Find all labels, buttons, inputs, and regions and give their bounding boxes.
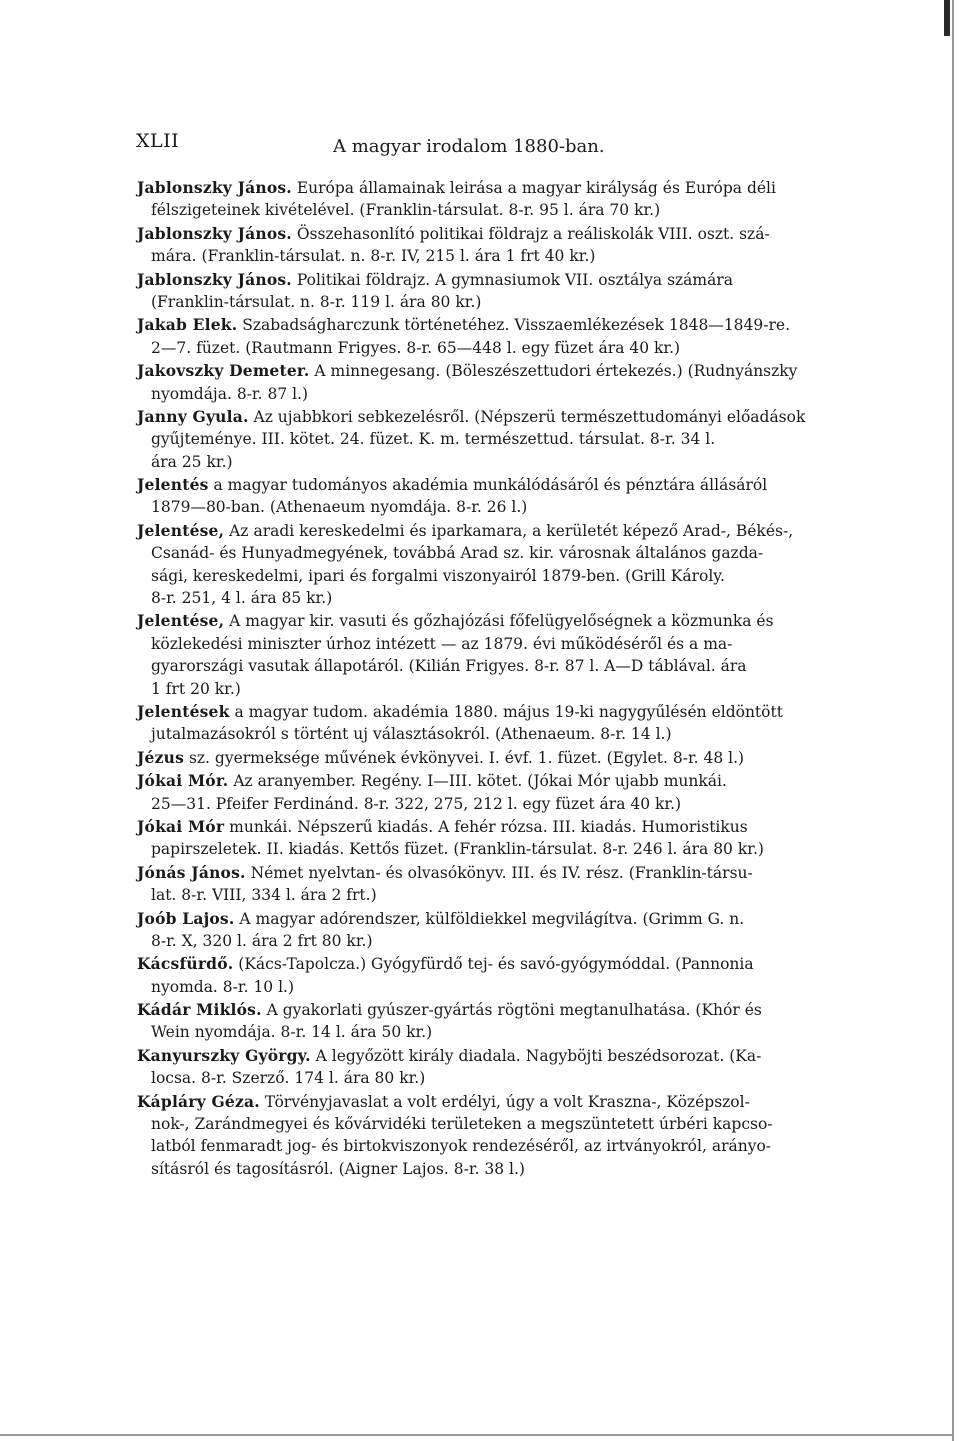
entry-first-line (137, 999, 813, 1021)
bibliography-entry (137, 953, 813, 998)
page-number: XLII (136, 130, 180, 152)
entry-first-line (137, 314, 813, 336)
entry-first-line (137, 747, 813, 769)
entry-text: Európa államainak leirása a magyar királyság és Európa déli (296, 179, 776, 197)
entry-text: Az aradi kereskedelmi és iparkamara, a kerületét képező Arad-, Békés-, (229, 521, 794, 540)
entry-text: Szabadságharczunk történetéhez. Visszaemlékezések 1848—1849-re. (242, 316, 791, 335)
entry-first-line (137, 953, 813, 975)
entry-continuation-line (137, 678, 813, 700)
bibliography-entry (137, 177, 813, 222)
bibliography-entry (137, 747, 813, 769)
bibliography-entry (137, 610, 813, 700)
entry-text: 8-r. X, 320 l. ára 2 frt 80 kr.) (151, 931, 373, 950)
entry-text: sításról és tagosításról. (Aigner Lajos. 8-r. 38 l.) (151, 1159, 525, 1178)
entry-text: munkái. Népszerű kiadás. A fehér rózsa. III. kiadás. Humoristikus (229, 817, 748, 836)
entry-headword: Jelentése, (137, 520, 225, 540)
entry-headword: Kádár Miklós. (137, 1000, 262, 1020)
entry-text: papirszeletek. II. kiadás. Kettős füzet. (Franklin-társulat. 8-r. 246 l. ára 80 kr.) (151, 840, 764, 859)
entry-headword: Jézus (137, 747, 184, 767)
entry-headword: Jelentése, (137, 611, 225, 631)
entry-continuation-line (137, 1158, 813, 1180)
bibliography-entry (137, 999, 813, 1044)
entry-headword: Kanyurszky György. (137, 1045, 311, 1065)
entry-text: félszigeteinek kivételével. (Franklin-társulat. 8-r. 95 l. ára 70 kr.) (151, 201, 661, 220)
entry-text: gyűjteménye. III. kötet. 24. füzet. K. m. természettud. társulat. 8-r. 34 l. (151, 430, 716, 449)
entry-text: Az aranyember. Regény. I—III. kötet. (Jókai Mór ujabb munkái. (233, 772, 727, 791)
entry-first-line (137, 474, 813, 496)
entry-continuation-line (137, 838, 813, 860)
entry-headword: Jókai Mór. (137, 771, 229, 791)
entry-text: jutalmazásokról s történt uj választásokról. (Athenaeum. 8-r. 14 l.) (151, 725, 672, 744)
entry-text: latból fenmaradt jog- és birtokviszonyok rendezéséről, az irtványokról, arányo- (151, 1137, 772, 1156)
entry-first-line (137, 520, 813, 542)
entry-first-line (137, 360, 813, 382)
entry-continuation-line (137, 723, 813, 745)
bibliography-entry (137, 816, 813, 861)
entry-text: közlekedési miniszter úrhoz intézett — az 1879. évi működéséről és a ma- (151, 634, 733, 653)
entry-continuation-line (137, 199, 813, 221)
entry-continuation-line (137, 976, 813, 998)
entry-text: a magyar tudom. akadémia 1880. május 19-ki nagygyűlésén eldöntött (234, 702, 783, 721)
entry-continuation-line (137, 496, 813, 518)
bibliography-entry (137, 1045, 813, 1090)
entry-first-line (137, 406, 813, 428)
bibliography-entry (137, 223, 813, 268)
entry-text: locsa. 8-r. Szerző. 174 l. ára 80 kr.) (151, 1069, 426, 1088)
bibliography-list (137, 177, 813, 1181)
entry-first-line (137, 816, 813, 838)
entry-text: sági, kereskedelmi, ipari és forgalmi viszonyairól 1879-ben. (Grill Károly. (151, 566, 725, 585)
entry-headword: Jakovszky Demeter. (137, 361, 310, 381)
entry-first-line (137, 610, 813, 632)
entry-text: nyomda. 8-r. 10 l.) (151, 977, 295, 996)
entry-continuation-line (137, 793, 813, 815)
entry-text: Az ujabbkori sebkezelésről. (Népszerü természettudományi előadások (253, 407, 806, 426)
entry-continuation-line (137, 1113, 813, 1135)
entry-continuation-line (137, 1067, 813, 1089)
entry-text: sz. gyermeksége művének évkönyvei. I. évf. 1. füzet. (Egylet. 8-r. 48 l.) (188, 748, 745, 767)
bibliography-entry (137, 314, 813, 359)
bibliography-entry (137, 701, 813, 746)
entry-continuation-line (137, 655, 813, 677)
entry-first-line (137, 701, 813, 723)
bibliography-entry (137, 862, 813, 907)
entry-first-line (137, 223, 813, 245)
entry-headword: Janny Gyula. (137, 406, 249, 426)
entry-continuation-line (137, 428, 813, 450)
entry-text: A magyar adórendszer, külföldiekkel megvilágítva. (Grimm G. n. (239, 909, 745, 928)
entry-headword: Jókai Mór (137, 816, 225, 836)
entry-text: gyarországi vasutak állapotáról. (Kilián Frigyes. 8-r. 87 l. A—D táblával. ára (151, 657, 747, 676)
entry-text: Összehasonlító politikai földrajz a reáliskolák VIII. oszt. szá- (296, 224, 770, 243)
entry-text: Német nyelvtan- és olvasókönyv. III. és IV. rész. (Franklin-társu- (250, 863, 753, 882)
bibliography-entry (137, 406, 813, 473)
entry-continuation-line (137, 291, 813, 313)
entry-text: A minnegesang. (Böleszészettudori értekezés.) (Rudnyánszky (314, 362, 798, 381)
entry-headword: Jablonszky János. (137, 178, 292, 197)
entry-continuation-line (137, 383, 813, 405)
bibliography-entry (137, 269, 813, 314)
entry-text: 1879—80-ban. (Athenaeum nyomdája. 8-r. 26 l.) (151, 498, 528, 517)
entry-first-line (137, 269, 813, 291)
entry-first-line (137, 770, 813, 792)
entry-text: A legyőzött király diadala. Nagyböjti beszédsorozat. (Ka- (315, 1046, 762, 1065)
entry-first-line (137, 862, 813, 884)
entry-text: Törvényjavaslat a volt erdélyi, úgy a volt Kraszna-, Középszol- (264, 1092, 750, 1111)
entry-continuation-line (137, 1021, 813, 1043)
entry-text: 25—31. Pfeifer Ferdinánd. 8-r. 322, 275, 212 l. egy füzet ára 40 kr.) (151, 794, 682, 813)
scan-edge-mark (944, 0, 950, 36)
entry-continuation-line (137, 337, 813, 359)
entry-first-line (137, 1091, 813, 1113)
entry-continuation-line (137, 884, 813, 906)
entry-continuation-line (137, 542, 813, 564)
entry-headword: Jablonszky János. (137, 269, 292, 289)
entry-first-line (137, 908, 813, 930)
bibliography-entry (137, 360, 813, 405)
bibliography-entry (137, 474, 813, 519)
entry-text: a magyar tudományos akadémia munkálódásáról és pénztára állásáról (213, 476, 768, 495)
entry-text: (Franklin-társulat. n. 8-r. 119 l. ára 80 kr.) (151, 292, 482, 311)
scan-edge-bottom (0, 1434, 952, 1436)
bibliography-entry (137, 770, 813, 815)
entry-text: Csanád- és Hunyadmegyének, továbbá Arad sz. kir. városnak általános gazda- (151, 544, 764, 563)
entry-text: 1 frt 20 kr.) (151, 679, 241, 698)
entry-headword: Jakab Elek. (137, 315, 238, 335)
entry-text: A magyar kir. vasuti és gőzhajózási főfelügyelőségnek a közmunka és (229, 612, 774, 631)
scan-edge-right (952, 0, 954, 1441)
entry-text: lat. 8-r. VIII, 334 l. ára 2 frt.) (151, 886, 377, 905)
entry-text: Politikai földrajz. A gymnasiumok VII. osztálya számára (296, 270, 734, 289)
entry-text: nyomdája. 8-r. 87 l.) (151, 384, 309, 403)
entry-continuation-line (137, 930, 813, 952)
entry-text: ára 25 kr.) (151, 452, 233, 471)
entry-headword: Jablonszky János. (137, 223, 292, 243)
entry-headword: Jelentések (137, 701, 230, 721)
entry-headword: Kácsfürdő. (137, 954, 234, 974)
entry-continuation-line (137, 565, 813, 587)
bibliography-entry (137, 908, 813, 953)
entry-text: Wein nyomdája. 8-r. 14 l. ára 50 kr.) (151, 1023, 433, 1042)
entry-headword: Jelentés (137, 475, 209, 495)
entry-headword: Kápláry Géza. (137, 1091, 260, 1111)
entry-text: A gyakorlati gyúszer-gyártás rögtöni megtanulhatása. (Khór és (266, 1001, 762, 1020)
entry-continuation-line (137, 451, 813, 473)
entry-continuation-line (137, 245, 813, 267)
entry-text: nok-, Zarándmegyei és kővárvidéki területeken a megszüntetett úrbéri kapcso- (151, 1115, 773, 1134)
entry-text: 2—7. füzet. (Rautmann Frigyes. 8-r. 65—448 l. egy füzet ára 40 kr.) (151, 338, 681, 357)
entry-continuation-line (137, 1135, 813, 1157)
bibliography-entry (137, 1091, 813, 1181)
entry-text: 8-r. 251, 4 l. ára 85 kr.) (151, 589, 333, 608)
entry-continuation-line (137, 633, 813, 655)
entry-first-line (137, 1045, 813, 1067)
entry-headword: Joób Lajos. (137, 908, 235, 928)
entry-headword: Jónás János. (137, 862, 246, 882)
running-title: A magyar irodalom 1880-ban. (333, 136, 605, 157)
entry-continuation-line (137, 587, 813, 609)
entry-first-line (137, 177, 813, 199)
bibliography-entry (137, 520, 813, 610)
entry-text: mára. (Franklin-társulat. n. 8-r. IV, 215 l. ára 1 frt 40 kr.) (151, 247, 596, 266)
entry-text: (Kács-Tapolcza.) Gyógyfürdő tej- és savó-gyógymóddal. (Pannonia (238, 955, 754, 974)
